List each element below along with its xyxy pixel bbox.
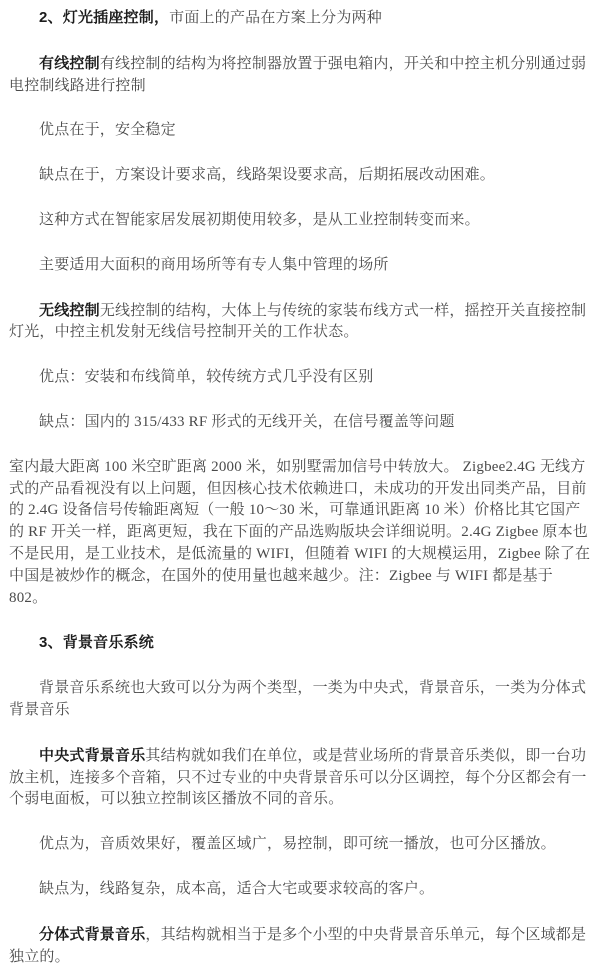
paragraph bbox=[9, 165, 591, 187]
section-heading-label: 2、灯光插座控制， bbox=[39, 9, 170, 26]
paragraph bbox=[9, 120, 591, 142]
paragraph-text: 优点：安装和布线简单，较传统方式几乎没有区别 bbox=[39, 369, 374, 386]
paragraph-text: 背景音乐系统也大致可以分为两个类型，一类为中央式，背景音乐，一类为分体式背景音乐 bbox=[9, 680, 587, 718]
paragraph-text: 无线控制的结构，大体上与传统的家装布线方式一样，摇控开关直接控制灯光，中控主机发射无线信号控制开关的工作状态。 bbox=[9, 302, 587, 341]
paragraph-text: 缺点为，线路复杂，成本高，适合大宅或要求较高的客户。 bbox=[39, 880, 435, 897]
paragraph bbox=[9, 412, 591, 434]
paragraph bbox=[9, 834, 591, 856]
paragraph bbox=[9, 879, 591, 901]
paragraph-text: 缺点在于，方案设计要求高，线路架设要求高，后期拓展改动困难。 bbox=[39, 167, 496, 184]
paragraph-text: 主要适用大面积的商用场所等有专人集中管理的场所 bbox=[39, 256, 389, 273]
section-heading bbox=[9, 632, 591, 655]
paragraph-text: 室内最大距离 100 米空旷距离 2000 米，如别墅需加信号中转放大。 Zigbee2.4G 无线方式的产品看视没有以上问题，但因核心技术依赖进口，未成功的开发出同类产品，目前的 2.4G 设备信号传输距离短（一般 10～30 米，可靠通讯距离 10 米）价格比其它国产的 RF 开关一样，距离更短，我在下面的产品选购版块会详细说明。2.4G Zigbee 原本也不是民用，是工业技术，是低流量的 WIFI，但随着 WIFI 的大规模运用，Zigbee 除了在中国是被炒作的概念，在国外的使用量也越来越少。注：Zigbee 与 WIFI 都是基于 802。 bbox=[9, 458, 591, 606]
paragraph-lead: 有线控制 bbox=[39, 54, 100, 72]
paragraph-text: 优点在于，安全稳定 bbox=[39, 122, 176, 139]
paragraph-lead: 无线控制 bbox=[39, 301, 100, 319]
paragraph bbox=[9, 300, 591, 345]
paragraph-text: 缺点：国内的 315/433 RF 形式的无线开关，在信号覆盖等问题 bbox=[39, 413, 455, 430]
paragraph bbox=[9, 210, 591, 232]
section-heading bbox=[9, 7, 591, 30]
paragraph-text: 其结构就如我们在单位，或是营业场所的背景音乐类似，即一台功放主机，连接多个音箱，只不过专业的中央背景音乐可以分区调控，每个分区都会有一个弱电面板，可以独立控制该区播放不同的音乐。 bbox=[9, 747, 587, 808]
paragraph-text: 市面上的产品在方案上分为两种 bbox=[169, 10, 382, 26]
paragraph bbox=[9, 678, 591, 722]
paragraph-text: 优点为，音质效果好，覆盖区域广，易控制，即可统一播放，也可分区播放。 bbox=[39, 836, 556, 853]
paragraph-lead: 中央式背景音乐 bbox=[39, 746, 146, 764]
paragraph-lead: 分体式背景音乐 bbox=[39, 925, 146, 943]
paragraph bbox=[9, 255, 591, 277]
paragraph bbox=[9, 367, 591, 389]
paragraph-text: 有线控制的结构为将控制器放置于强电箱内，开关和中控主机分别通过弱电控制线路进行控制 bbox=[9, 55, 587, 94]
paragraph bbox=[9, 745, 591, 811]
paragraph-text: 这种方式在智能家居发展初期使用较多，是从工业控制转变而来。 bbox=[39, 211, 480, 228]
paragraph bbox=[9, 53, 591, 98]
paragraph bbox=[9, 924, 591, 968]
section-heading-label: 3、背景音乐系统 bbox=[39, 634, 154, 652]
paragraph-text: ，其结构就相当于是多个小型的中央背景音乐单元，每个区域都是独立的。 bbox=[9, 926, 587, 965]
paragraph bbox=[9, 457, 591, 610]
